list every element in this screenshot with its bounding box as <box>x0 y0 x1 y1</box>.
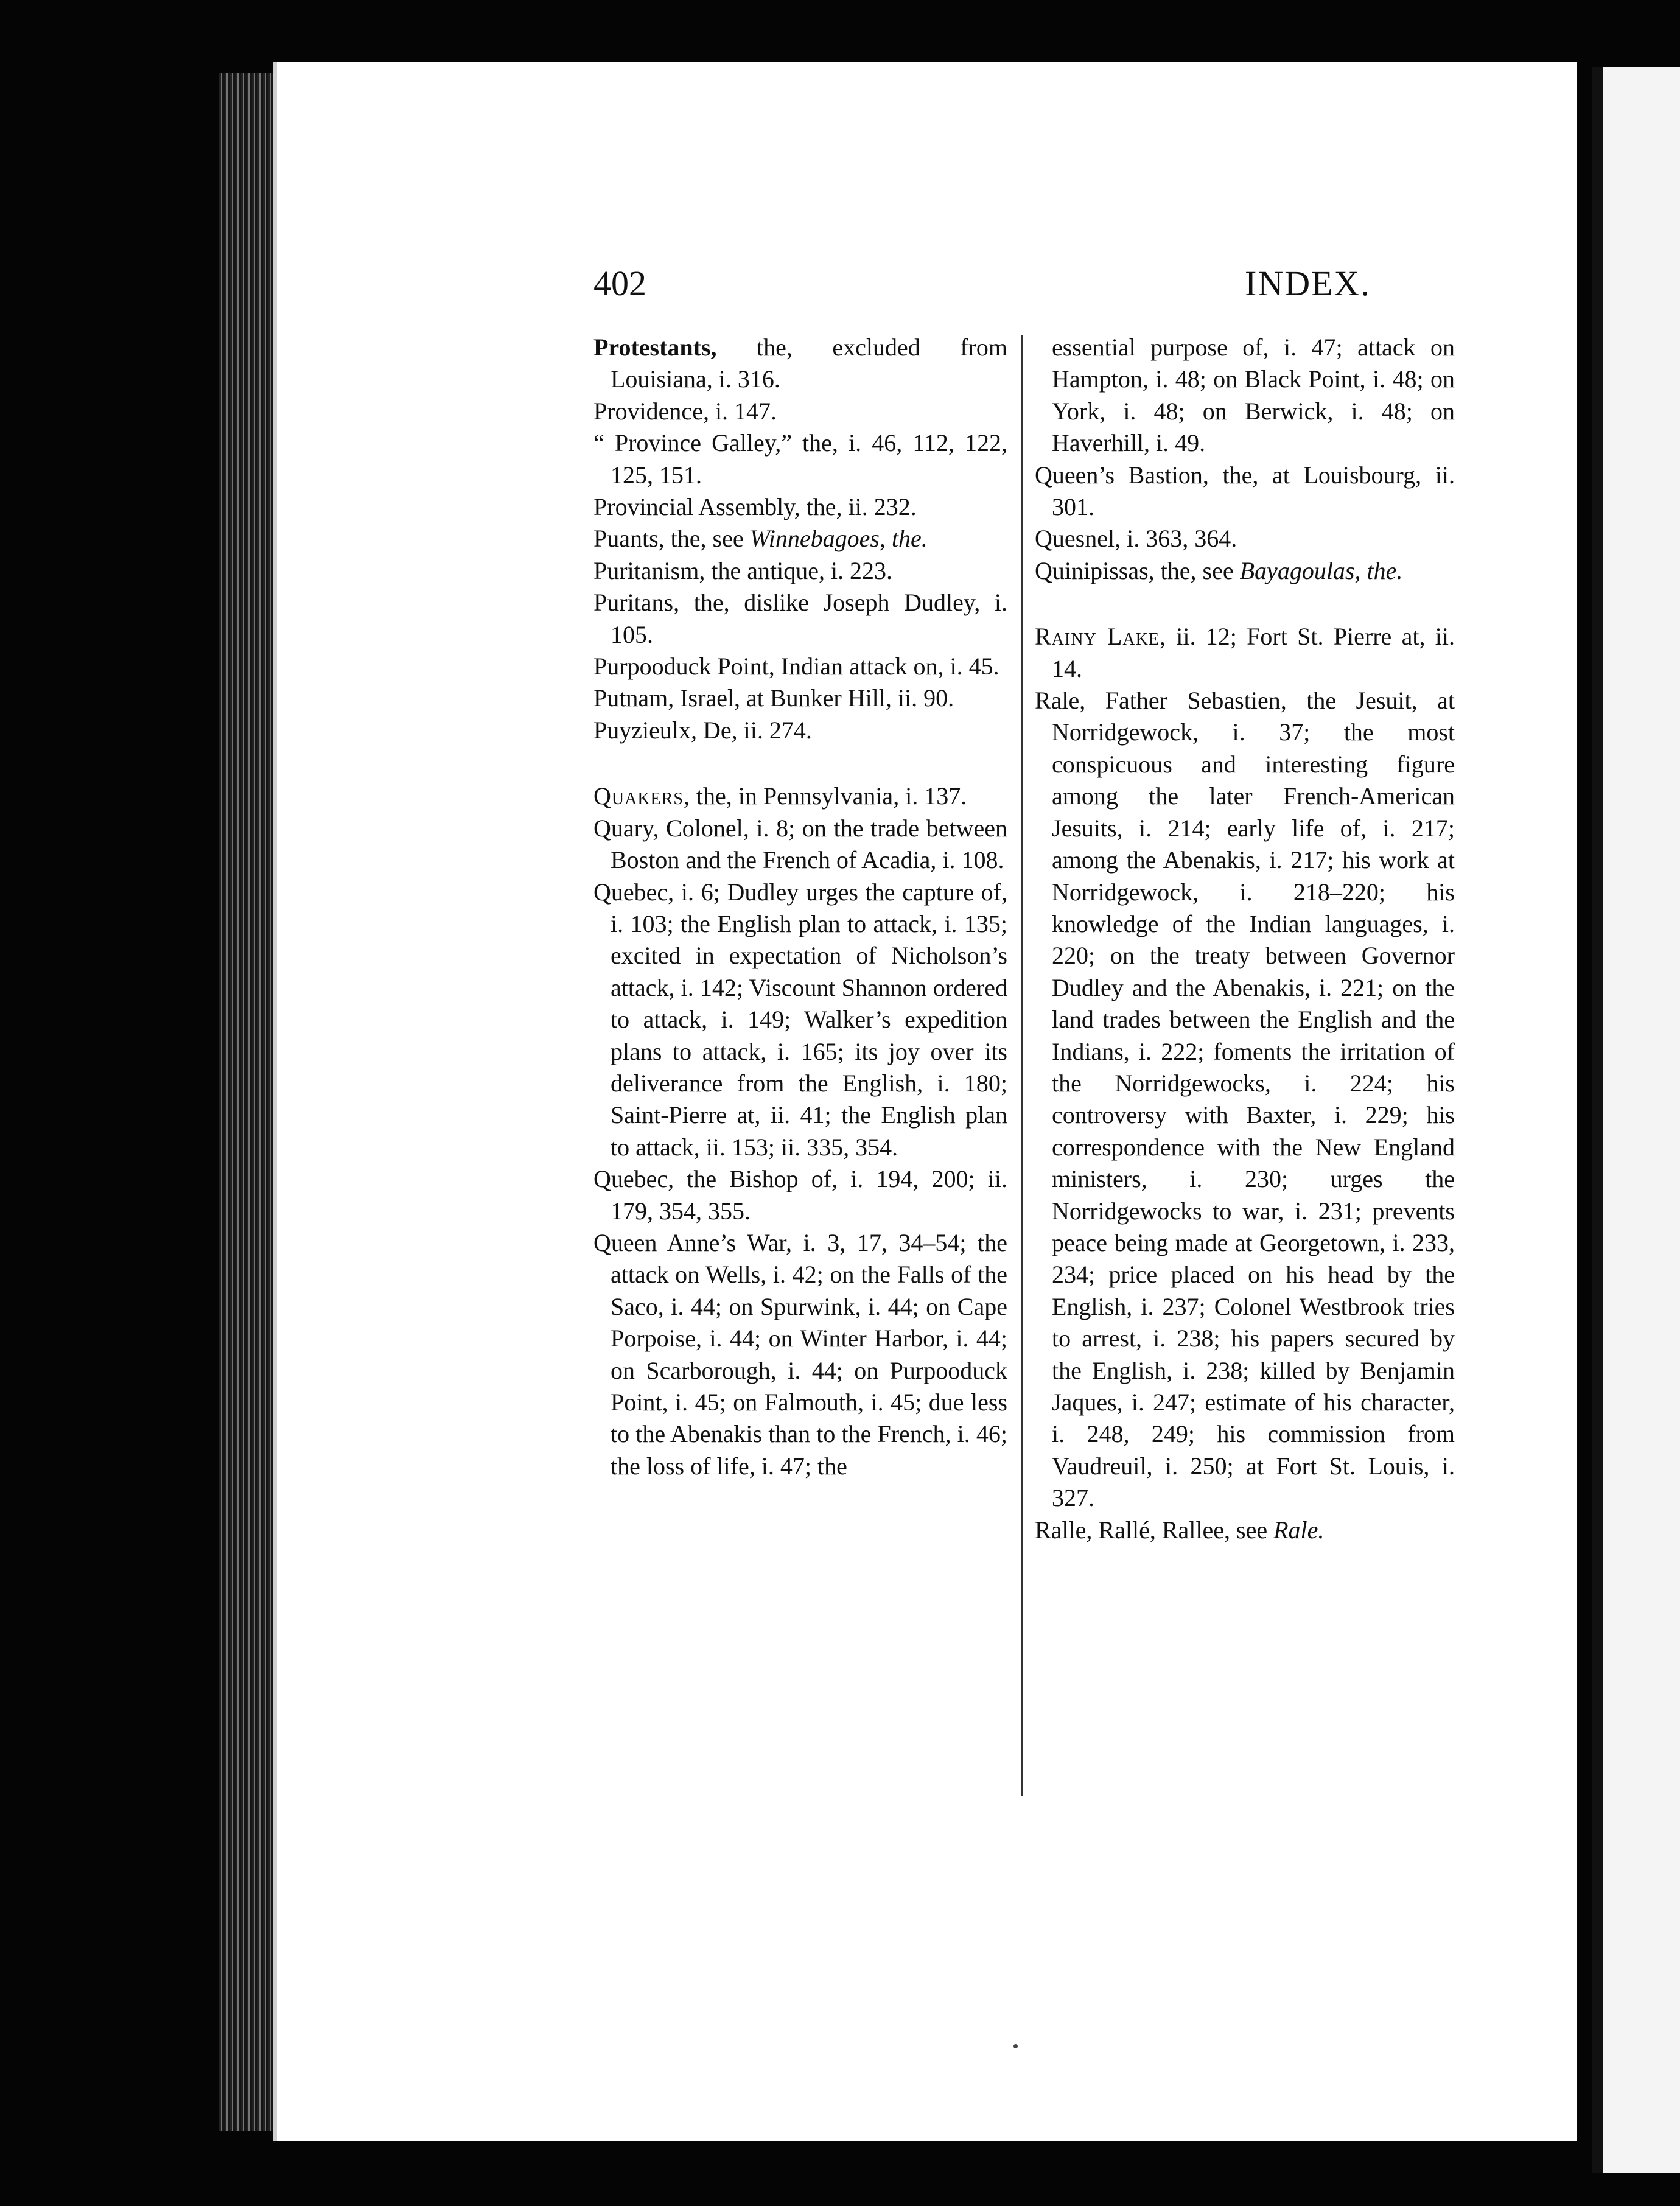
entry-text: Ralle, Rallé, Rallee, see <box>1035 1516 1274 1544</box>
entry-text: Queen Anne’s War, i. 3, 17, 34–54; the attack on Wells, i. 42; on the Falls of the Saco, i. 44; on Spurwink, i. 44; on Cape Porpoise, i. 44; on Winter Harbor, i. 44; on Scarborough, i. 44; on Purpooduck Point, i. 45; on Falmouth, i. 45; due less to the Abenakis than to the French, i. 46; the loss of life, i. 47; the <box>593 1228 1007 1480</box>
entry-cross-reference: Winnebagoes, the. <box>749 525 928 553</box>
entry-text: Purpooduck Point, Indian attack on, i. 45. <box>593 653 999 681</box>
entry-text: Quebec, i. 6; Dudley urges the capture of, i. 103; the English plan to attack, i. 135; excited in expectation of Nicholson’s attack, i. 142; Viscount Shannon ordered to attack, i. 149; Walker’s expedition plans to attack, i. 165; its joy over its deliverance from the English, i. 180; Saint-Pierre at, ii. 41; the English plan to attack, ii. 153; ii. 335, 354. <box>593 878 1007 1161</box>
entry-text: Putnam, Israel, at Bunker Hill, ii. 90. <box>593 684 954 712</box>
index-entry <box>1035 523 1455 555</box>
index-entry <box>1035 621 1455 685</box>
entry-text: Puritans, the, dislike Joseph Dudley, i. 105. <box>593 589 1007 648</box>
page-title: INDEX. <box>1245 264 1371 303</box>
index-entry <box>593 651 1007 682</box>
index-entry <box>1035 685 1455 1514</box>
index-entry <box>593 396 1007 427</box>
entry-text: Quesnel, i. 363, 364. <box>1035 525 1237 553</box>
page-number: 402 <box>593 264 646 303</box>
column-divider <box>1021 335 1023 1796</box>
entry-text: Puyzieulx, De, ii. 274. <box>593 716 812 744</box>
index-entry <box>593 427 1007 491</box>
index-entry <box>1035 555 1455 587</box>
entry-cross-reference: Bayagoulas, the. <box>1239 556 1403 584</box>
entry-text: Provincial Assembly, the, ii. 232. <box>593 493 917 521</box>
entry-text: Quinipissas, the, see <box>1035 556 1240 584</box>
index-entry <box>1035 460 1455 523</box>
index-entry <box>593 1227 1007 1482</box>
entry-text: the, excluded from Louisiana, i. 316. <box>611 334 1007 393</box>
page-speck <box>1013 2044 1018 2048</box>
entry-text: Quebec, the Bishop of, i. 194, 200; ii. 179, 354, 355. <box>593 1165 1007 1225</box>
index-entry <box>593 877 1007 1164</box>
entry-text: ii. 12; Fort St. Pierre at, ii. 14. <box>1052 623 1455 682</box>
index-entry <box>593 1163 1007 1227</box>
index-column-right <box>1035 332 1455 1546</box>
entry-text: Puritanism, the antique, i. 223. <box>593 556 893 584</box>
entry-heading: Protestants, <box>593 334 717 361</box>
index-entry <box>593 780 1007 812</box>
section-gap <box>1035 587 1455 621</box>
index-entry <box>593 523 1007 555</box>
section-letter-heading: Quakers, <box>593 782 690 810</box>
entry-text: the, in Pennsylvania, i. 137. <box>690 782 967 810</box>
entry-text: Providence, i. 147. <box>593 397 777 425</box>
entry-text: essential purpose of, i. 47; attack on Hampton, i. 48; on Black Point, i. 48; on York, i. 48; on Berwick, i. 48; on Haverhill, i. 49. <box>1052 334 1455 457</box>
entry-text: Quary, Colonel, i. 8; on the trade between Boston and the French of Acadia, i. 108. <box>593 814 1007 874</box>
index-entry <box>593 491 1007 523</box>
entry-text: Rale, Father Sebastien, the Jesuit, at Norridgewock, i. 37; the most conspicuous and interesting figure among the later French-American Jesuits, i. 214; early life of, i. 217; among the Abenakis, i. 217; his work at Norridgewock, i. 218–220; his knowledge of the Indian languages, i. 220; on the treaty between Governor Dudley and the Abenakis, i. 221; on the land trades between the English and the Indians, i. 222; foments the irritation of the Norridgewocks, i. 224; his controversy with Baxter, i. 229; his correspondence with the New England ministers, i. 230; urges the Norridgewocks to war, i. 231; prevents peace being made at Georgetown, i. 233, 234; price placed on his head by the English, i. 237; Colonel Westbrook tries to arrest, i. 238; his papers secured by the English, i. 238; killed by Benjamin Jaques, i. 247; estimate of his character, i. 248, 249; his commission from Vaudreuil, i. 250; at Fort St. Louis, i. 327. <box>1035 687 1455 1512</box>
entry-text: Queen’s Bastion, the, at Louisbourg, ii. 301. <box>1035 461 1455 521</box>
page-header <box>277 263 1577 318</box>
entry-text: Puants, the, see <box>593 525 750 553</box>
index-entry <box>593 555 1007 587</box>
index-entry <box>1035 332 1455 460</box>
index-entry <box>593 332 1007 396</box>
index-entry <box>593 682 1007 714</box>
facing-page-edge <box>1592 67 1680 2173</box>
index-column-left <box>593 332 1007 1482</box>
entry-cross-reference: Rale. <box>1273 1516 1325 1544</box>
index-entry <box>593 813 1007 877</box>
entry-text: “ Province Galley,” the, i. 46, 112, 122, 125, 151. <box>593 429 1007 489</box>
index-entry <box>1035 1514 1455 1546</box>
section-letter-heading: Rainy Lake, <box>1035 623 1166 651</box>
index-entry <box>593 715 1007 746</box>
index-entry <box>593 587 1007 651</box>
section-gap <box>593 746 1007 780</box>
